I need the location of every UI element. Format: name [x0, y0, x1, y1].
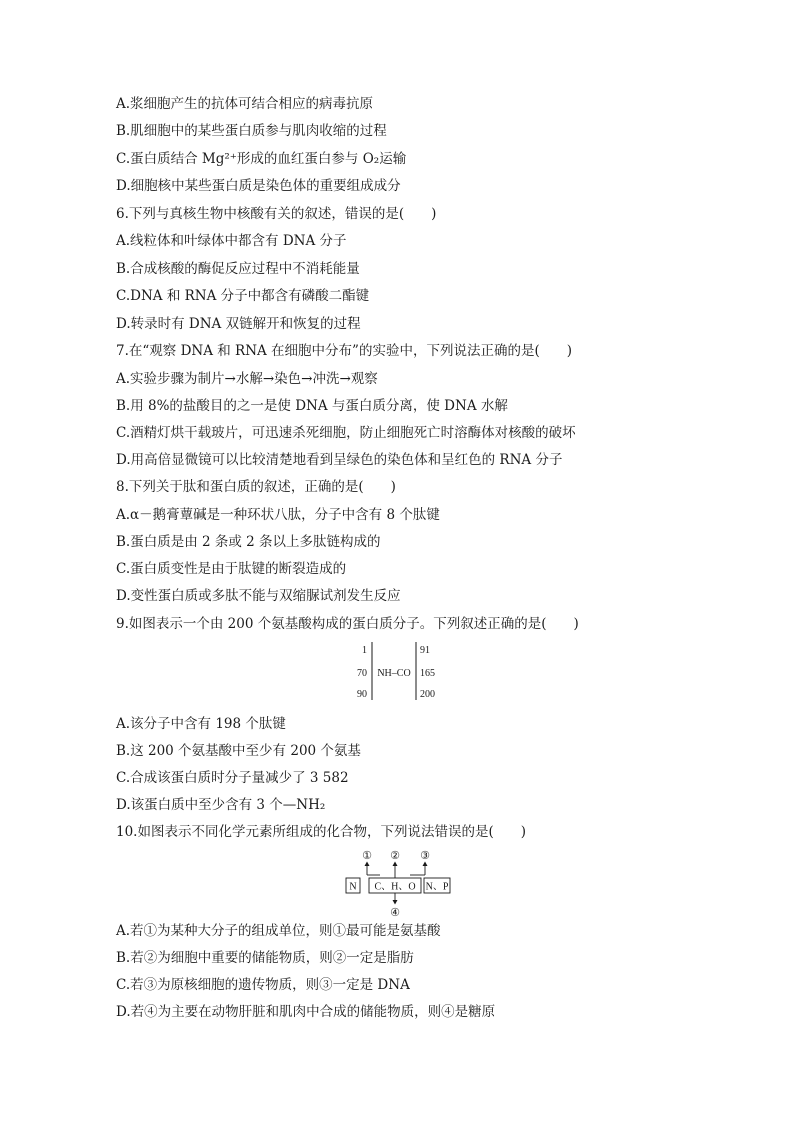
q10-option-c: C.若③为原核细胞的遗传物质，则③一定是 DNA: [116, 977, 410, 993]
marker-3: ③: [420, 850, 430, 862]
right-label-mid: 165: [420, 668, 435, 679]
q6-stem: 6.下列与真核生物中核酸有关的叙述，错误的是( ): [116, 206, 437, 222]
q8-option-c: C.蛋白质变性是由于肽键的断裂造成的: [116, 561, 347, 577]
box-np-label: N、P: [425, 881, 449, 893]
marker-1: ①: [362, 850, 372, 862]
right-label-bottom: 200: [420, 689, 435, 700]
marker-4: ④: [390, 907, 400, 918]
q8-option-d: D.变性蛋白质或多肽不能与双缩脲试剂发生反应: [116, 588, 401, 604]
q9-option-d: D.该蛋白质中至少含有 3 个—NH₂: [116, 797, 326, 813]
q5-option-a: A.浆细胞产生的抗体可结合相应的病毒抗原: [116, 96, 374, 112]
q9-option-a: A.该分子中含有 198 个肽键: [116, 716, 286, 732]
left-label-mid: 70: [357, 668, 367, 679]
q10-stem: 10.如图表示不同化学元素所组成的化合物，下列说法错误的是( ): [116, 824, 527, 840]
box-cho-label: C、H、O: [374, 881, 416, 893]
q5-option-c: C.蛋白质结合 Mg²⁺形成的血红蛋白参与 O₂运输: [116, 151, 407, 167]
q7-option-a: A.实验步骤为制片→水解→染色→冲洗→观察: [116, 371, 378, 387]
q9-option-c: C.合成该蛋白质时分子量减少了 3 582: [116, 770, 349, 786]
q5-option-d: D.细胞核中某些蛋白质是染色体的重要组成成分: [116, 178, 401, 194]
q8-option-b: B.蛋白质是由 2 条或 2 条以上多肽链构成的: [116, 534, 381, 550]
left-label-top: 1: [362, 645, 367, 656]
q6-option-a: A.线粒体和叶绿体中都含有 DNA 分子: [116, 233, 347, 249]
right-label-top: 91: [420, 645, 430, 656]
protein-chain-figure: [340, 638, 450, 704]
peptide-bridge-label: NH–CO: [377, 668, 411, 679]
q7-option-b: B.用 8%的盐酸目的之一是使 DNA 与蛋白质分离，使 DNA 水解: [116, 398, 508, 414]
left-label-bottom: 90: [357, 689, 367, 700]
q10-option-b: B.若②为细胞中重要的储能物质，则②一定是脂肪: [116, 950, 414, 966]
box-n-label: N: [349, 881, 357, 893]
q6-option-c: C.DNA 和 RNA 分子中都含有磷酸二酯键: [116, 288, 370, 304]
q7-option-c: C.酒精灯烘干载玻片，可迅速杀死细胞，防止细胞死亡时溶酶体对核酸的破坏: [116, 425, 576, 441]
q5-option-b: B.肌细胞中的某些蛋白质参与肌肉收缩的过程: [116, 123, 387, 139]
q10-option-d: D.若④为主要在动物肝脏和肌肉中合成的储能物质，则④是糖原: [116, 1004, 496, 1020]
marker-2: ②: [390, 850, 400, 862]
q10-option-a: A.若①为某种大分子的组成单位，则①最可能是氨基酸: [116, 923, 441, 939]
q6-option-d: D.转录时有 DNA 双链解开和恢复的过程: [116, 316, 361, 332]
q7-stem: 7.在“观察 DNA 和 RNA 在细胞中分布”的实验中，下列说法正确的是( ): [116, 343, 572, 359]
q9-stem: 9.如图表示一个由 200 个氨基酸构成的蛋白质分子。下列叙述正确的是( ): [116, 616, 579, 632]
element-compound-figure: [340, 846, 460, 918]
q8-option-a: A.α－鹅膏蕈碱是一种环状八肽，分子中含有 8 个肽键: [116, 507, 440, 523]
q8-stem: 8.下列关于肽和蛋白质的叙述，正确的是( ): [116, 479, 396, 495]
q6-option-b: B.合成核酸的酶促反应过程中不消耗能量: [116, 261, 360, 277]
q9-option-b: B.这 200 个氨基酸中至少有 200 个氨基: [116, 743, 361, 759]
q7-option-d: D.用高倍显微镜可以比较清楚地看到呈绿色的染色体和呈红色的 RNA 分子: [116, 452, 563, 468]
